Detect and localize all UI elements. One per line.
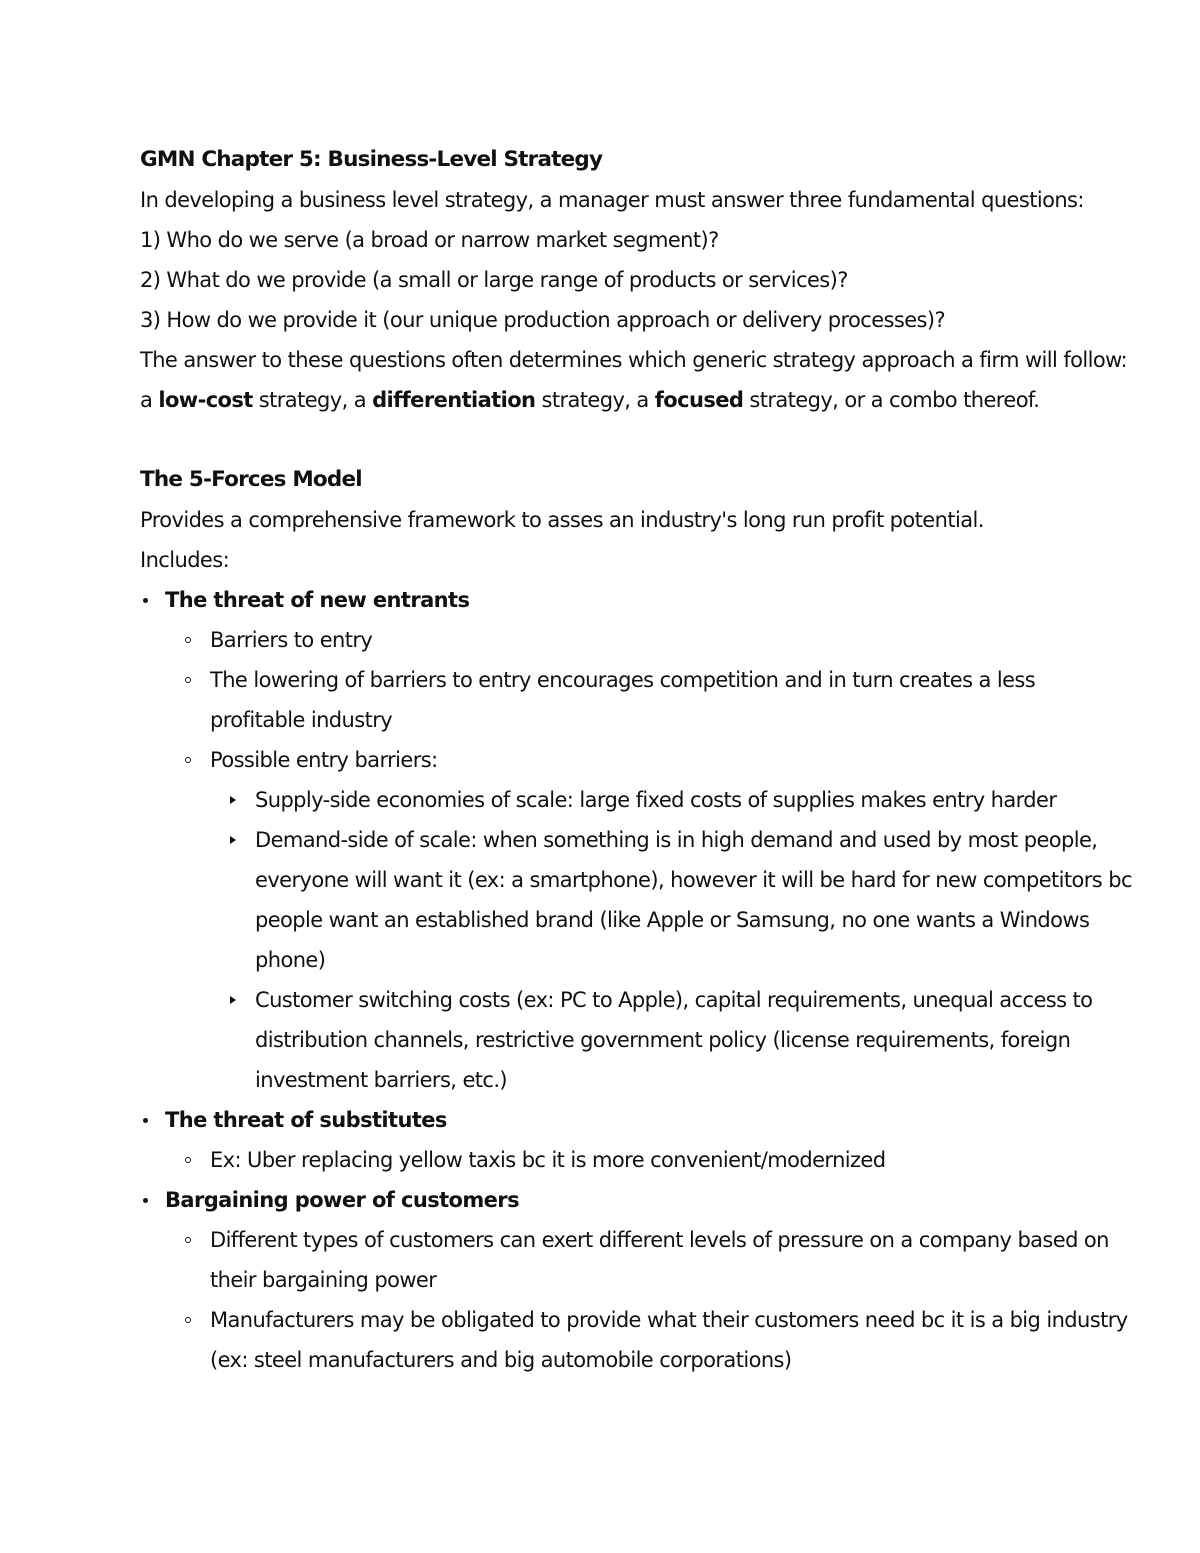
list-item xyxy=(140,620,1070,660)
list-item xyxy=(140,660,1070,700)
item-continuation: profitable industry xyxy=(210,708,393,732)
question-3: 3) How do we provide it (our unique production approach or delivery processes)? xyxy=(140,308,946,332)
item-text: Demand-side of scale: when something is in high demand and used by most people, xyxy=(255,828,1098,852)
item-continuation: everyone will want it (ex: a smartphone), however it will be hard for new competitors bc xyxy=(255,868,1132,892)
question-1: 1) Who do we serve (a broad or narrow market segment)? xyxy=(140,228,719,252)
item-text: Customer switching costs (ex: PC to Apple), capital requirements, unequal access to xyxy=(255,988,1093,1012)
intro-text: In developing a business level strategy, a manager must answer three fundamental questions: xyxy=(140,188,1084,212)
includes-label: Includes: xyxy=(140,548,230,572)
list-item-force xyxy=(140,1180,1070,1220)
differentiation-term: differentiation xyxy=(372,388,536,412)
list-item-force xyxy=(140,580,1070,620)
item-continuation: phone) xyxy=(255,948,326,972)
section-heading: The 5-Forces Model xyxy=(140,467,362,492)
list-item xyxy=(140,1140,1070,1180)
force-label: The threat of substitutes xyxy=(165,1108,447,1132)
strategies-text: a xyxy=(140,388,159,412)
list-item xyxy=(140,820,1098,860)
strategies-text: strategy, or a combo thereof. xyxy=(743,388,1040,412)
item-text: Different types of customers can exert different levels of pressure on a company based on xyxy=(210,1228,1109,1252)
item-continuation: investment barriers, etc.) xyxy=(255,1068,508,1092)
list-item xyxy=(140,1300,1128,1340)
force-label: Bargaining power of customers xyxy=(165,1188,519,1212)
strategies-text: strategy, a xyxy=(252,388,373,412)
item-text: Barriers to entry xyxy=(210,628,373,652)
spacer xyxy=(140,420,1070,460)
answer-text: The answer to these questions often determines which generic strategy approach a firm will follow: xyxy=(140,348,1127,372)
low-cost-term: low-cost xyxy=(158,388,253,412)
item-text: Manufacturers may be obligated to provide what their customers need bc it is a big industry xyxy=(210,1308,1128,1332)
list-item xyxy=(140,980,1093,1020)
list-item-force xyxy=(140,1100,1070,1140)
list-item xyxy=(140,740,1070,780)
item-text: Ex: Uber replacing yellow taxis bc it is more convenient/modernized xyxy=(210,1148,886,1172)
strategies-line xyxy=(140,380,1070,420)
item-text: Supply-side economies of scale: large fixed costs of supplies makes entry harder xyxy=(255,788,1057,812)
item-continuation: people want an established brand (like Apple or Samsung, no one wants a Windows xyxy=(255,908,1090,932)
item-continuation: (ex: steel manufacturers and big automobile corporations) xyxy=(210,1348,792,1372)
item-continuation: their bargaining power xyxy=(210,1268,437,1292)
list-item xyxy=(140,1220,1109,1260)
focused-term: focused xyxy=(654,388,744,412)
item-text: The lowering of barriers to entry encourages competition and in turn creates a less xyxy=(210,668,1036,692)
item-text: Possible entry barriers: xyxy=(210,748,438,772)
model-description: Provides a comprehensive framework to asses an industry's long run profit potential. xyxy=(140,508,984,532)
force-label: The threat of new entrants xyxy=(165,588,470,612)
strategies-text: strategy, a xyxy=(535,388,655,412)
page-title: GMN Chapter 5: Business-Level Strategy xyxy=(140,147,603,172)
list-item xyxy=(140,780,1070,820)
item-continuation: distribution channels, restrictive government policy (license requirements, foreign xyxy=(255,1028,1071,1052)
question-2: 2) What do we provide (a small or large range of products or services)? xyxy=(140,268,848,292)
